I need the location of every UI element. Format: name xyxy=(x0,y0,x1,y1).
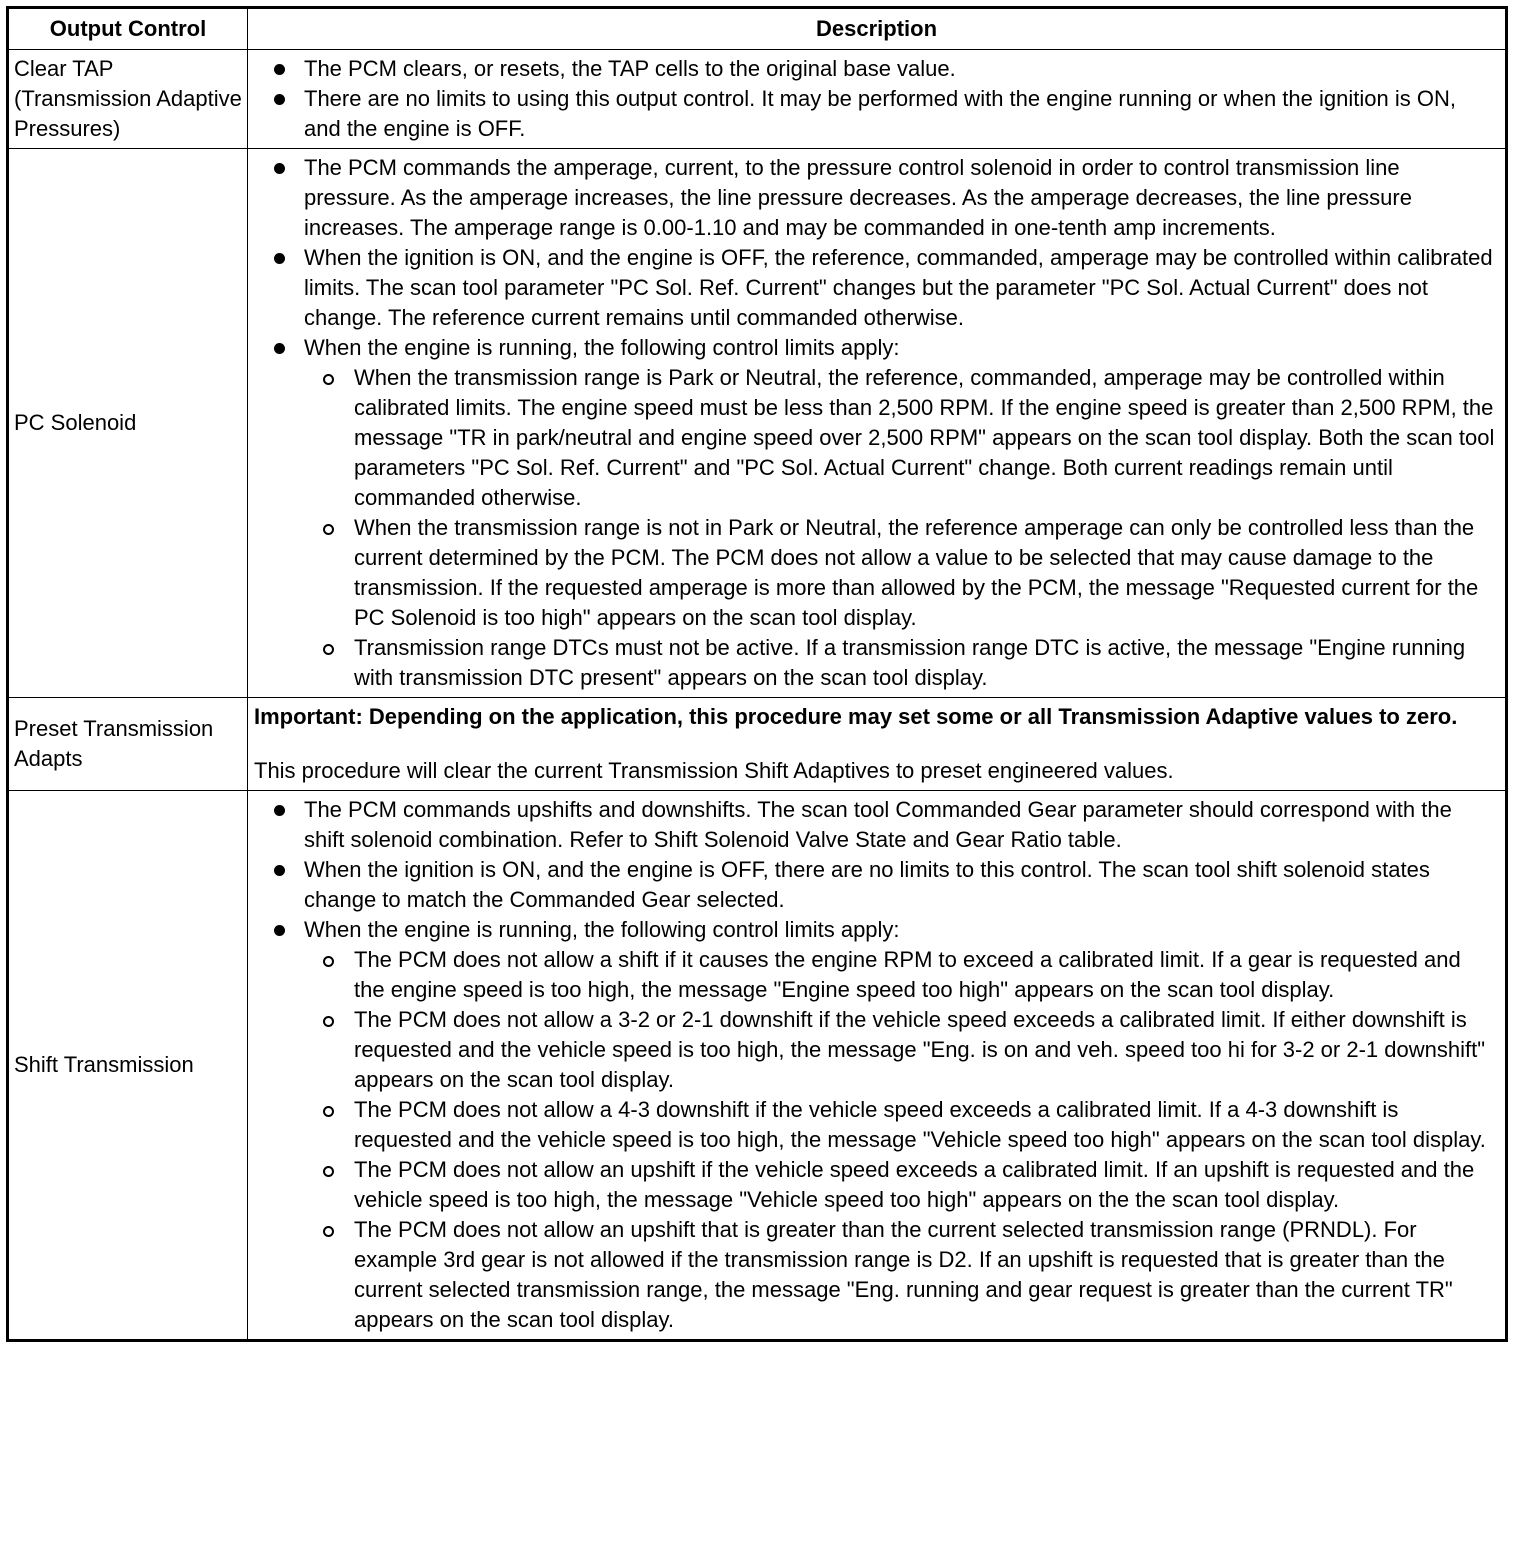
table-row xyxy=(8,791,1507,1341)
table-row xyxy=(8,50,1507,149)
sub-bullet-item: The PCM does not allow an upshift that is greater than the current selected transmission range (PRNDL). For example 3rd gear is not allowed if the transmission range is D2. If an upshift is requested that is greater than the current selected transmission range, the message "Eng. running and gear request is greater than the current TR" appears on the scan tool display. xyxy=(254,1215,1497,1335)
sub-bullet-item: The PCM does not allow a 3-2 or 2-1 downshift if the vehicle speed exceeds a calibrated limit. If either downshift is requested and the vehicle speed is too high, the message "Eng. is on and veh. speed too hi for 3-2 or 2-1 downshift" appears on the scan tool display. xyxy=(254,1005,1497,1095)
description-cell xyxy=(248,698,1507,791)
output-control-cell: Shift Transmission xyxy=(8,791,248,1341)
sub-bullet-item: When the transmission range is not in Park or Neutral, the reference amperage can only be controlled less than the current determined by the PCM. The PCM does not allow a value to be selected that may cause damage to the transmission. If the requested amperage is more than allowed by the PCM, the message "Requested current for the PC Solenoid is too high" appears on the scan tool display. xyxy=(254,513,1497,633)
bullet-item: When the ignition is ON, and the engine is OFF, the reference, commanded, amperage may be controlled within calibrated limits. The scan tool parameter "PC Sol. Ref. Current" changes but the parameter "PC Sol. Actual Current" does not change. The reference current remains until commanded otherwise. xyxy=(254,243,1497,333)
output-control-cell: Preset Transmission Adapts xyxy=(8,698,248,791)
description-cell xyxy=(248,50,1507,149)
header-description: Description xyxy=(248,8,1507,50)
header-row xyxy=(8,8,1507,50)
bullet-item: The PCM clears, or resets, the TAP cells to the original base value. xyxy=(254,54,1497,84)
bullet-list xyxy=(254,153,1497,693)
header-output-control: Output Control xyxy=(8,8,248,50)
description-paragraph: This procedure will clear the current Transmission Shift Adaptives to preset engineered values. xyxy=(254,758,1174,783)
bullet-item: When the ignition is ON, and the engine is OFF, there are no limits to this control. The scan tool shift solenoid states change to match the Commanded Gear selected. xyxy=(254,855,1497,915)
sub-bullet-item: The PCM does not allow a shift if it causes the engine RPM to exceed a calibrated limit. If a gear is requested and the engine speed is too high, the message "Engine speed too high" appears on the scan tool display. xyxy=(254,945,1497,1005)
table-row xyxy=(8,698,1507,791)
sub-bullet-item: The PCM does not allow an upshift if the vehicle speed exceeds a calibrated limit. If an upshift is requested and the vehicle speed is too high, the message "Vehicle speed too high" appears on the the scan tool display. xyxy=(254,1155,1497,1215)
sub-bullet-item: Transmission range DTCs must not be active. If a transmission range DTC is active, the message "Engine running with transmission DTC present" appears on the scan tool display. xyxy=(254,633,1497,693)
bullet-item: The PCM commands upshifts and downshifts. The scan tool Commanded Gear parameter should correspond with the shift solenoid combination. Refer to Shift Solenoid Valve State and Gear Ratio table. xyxy=(254,795,1497,855)
output-control-cell: Clear TAP (Transmission Adaptive Pressures) xyxy=(8,50,248,149)
bullet-item: The PCM commands the amperage, current, to the pressure control solenoid in order to control transmission line pressure. As the amperage increases, the line pressure decreases. As the amperage decreases, the line pressure increases. The amperage range is 0.00-1.10 and may be commanded in one-tenth amp increments. xyxy=(254,153,1497,243)
sub-bullet-item: When the transmission range is Park or Neutral, the reference, commanded, amperage may be controlled within calibrated limits. The engine speed must be less than 2,500 RPM. If the engine speed is greater than 2,500 RPM, the message "TR in park/neutral and engine speed over 2,500 RPM" appears on the scan tool display. Both the scan tool parameters "PC Sol. Ref. Current" and "PC Sol. Actual Current" change. Both current readings remain until commanded otherwise. xyxy=(254,363,1497,513)
bullet-item: When the engine is running, the following control limits apply: xyxy=(254,333,1497,363)
description-cell xyxy=(248,149,1507,698)
important-note: Important: Depending on the application, this procedure may set some or all Transmission Adaptive values to zero. xyxy=(254,704,1458,729)
bullet-list xyxy=(254,795,1497,1335)
sub-bullet-item: The PCM does not allow a 4-3 downshift if the vehicle speed exceeds a calibrated limit. If a 4-3 downshift is requested and the vehicle speed is too high, the message "Vehicle speed too high" appears on the scan tool display. xyxy=(254,1095,1497,1155)
bullet-item: When the engine is running, the following control limits apply: xyxy=(254,915,1497,945)
bullet-item: There are no limits to using this output control. It may be performed with the engine running or when the ignition is ON, and the engine is OFF. xyxy=(254,84,1497,144)
output-control-cell: PC Solenoid xyxy=(8,149,248,698)
table-row xyxy=(8,149,1507,698)
bullet-list xyxy=(254,54,1497,144)
description-cell xyxy=(248,791,1507,1341)
output-control-table xyxy=(6,6,1508,1342)
